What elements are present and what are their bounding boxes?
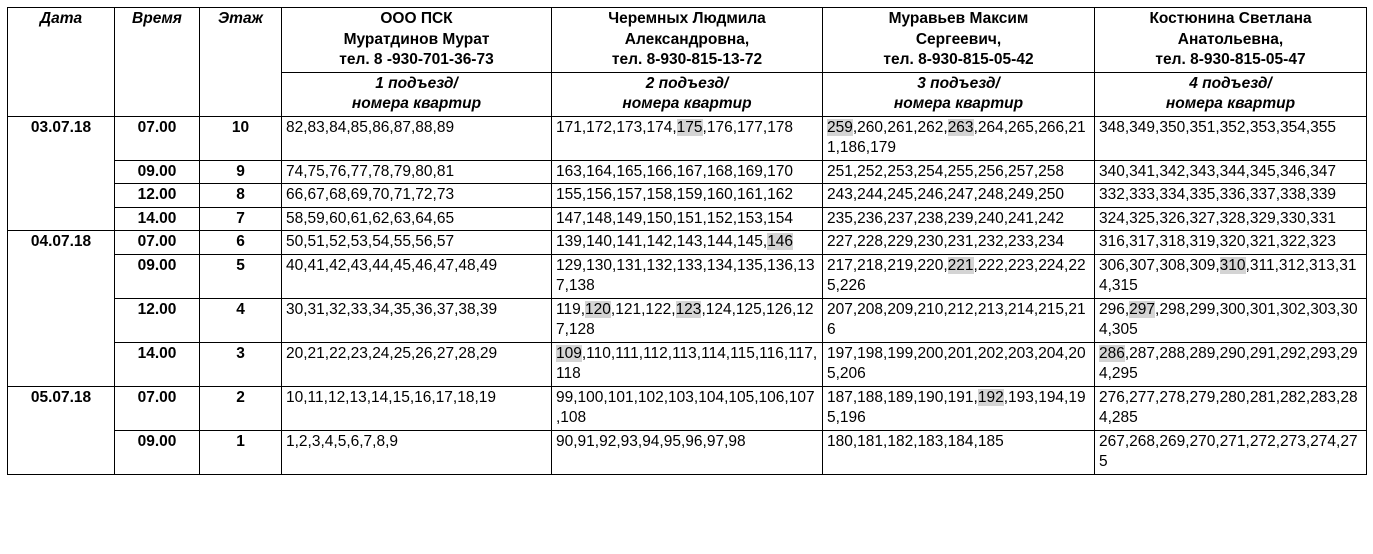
- apartment-numbers: 171,172,173,174,: [556, 118, 677, 136]
- entrance-2-contact: [552, 8, 823, 73]
- header-row: [8, 8, 1367, 73]
- highlighted-apartment: 146: [767, 233, 794, 250]
- apartments-cell-entrance-4: [1095, 160, 1367, 184]
- time-cell: 09.00: [115, 160, 200, 184]
- apartments-cell-entrance-3: [823, 184, 1095, 208]
- apartment-numbers: 324,325,326,327,328,329,330,331: [1099, 209, 1337, 227]
- time-cell: 07.00: [115, 386, 200, 430]
- apartment-numbers: ,121,122,: [610, 300, 676, 318]
- entrance-4-sub-line-1: 4 подъезд/: [1189, 74, 1272, 92]
- time-cell: 14.00: [115, 342, 200, 386]
- apartment-numbers: 332,333,334,335,336,337,338,339: [1099, 186, 1337, 203]
- apartments-cell-entrance-3: [823, 386, 1095, 430]
- floor-cell: 6: [200, 231, 282, 255]
- apartments-cell-entrance-2: [552, 430, 823, 474]
- apartments-cell-entrance-4: [1095, 116, 1367, 160]
- apartments-cell-entrance-4: [1095, 298, 1367, 342]
- entrance-2-sub-line-2: номера квартир: [622, 95, 752, 112]
- apartment-numbers: 155,156,157,158,159,160,161,162: [556, 186, 794, 203]
- apartments-cell-entrance-4: [1095, 254, 1367, 298]
- highlighted-apartment: 175: [676, 118, 703, 136]
- apartment-numbers: 163,164,165,166,167,168,169,170: [556, 162, 794, 180]
- table-row: [8, 342, 1367, 386]
- apartments-cell-entrance-1: [282, 386, 552, 430]
- apartments-cell-entrance-2: [552, 207, 823, 231]
- highlighted-apartment: 259: [827, 118, 853, 136]
- apartment-numbers: ,124,125,126,127,128: [556, 300, 814, 338]
- highlighted-apartment: 192: [977, 388, 1004, 406]
- time-cell: 12.00: [115, 184, 200, 208]
- apartments-cell-entrance-2: [552, 231, 823, 255]
- entrance-1-subheader: [282, 72, 552, 116]
- apartments-cell-entrance-2: [552, 254, 823, 298]
- floor-cell: 7: [200, 207, 282, 231]
- apartment-numbers: ,311,312,313,314,315: [1099, 256, 1357, 294]
- apartment-numbers: 180,181,182,183,184,185: [827, 432, 1004, 450]
- entrance-4-sub-line-2: номера квартир: [1165, 95, 1296, 112]
- entrance-2-name-line-2: Александровна,: [624, 30, 750, 48]
- apartment-numbers: 243,244,245,246,247,248,249,250: [827, 186, 1065, 203]
- entrance-3-name-line-1: Муравьев Максим: [888, 10, 1029, 27]
- entrance-2-sub-line-1: 2 подъезд/: [645, 74, 729, 92]
- apartment-numbers: ,176,177,178: [702, 118, 794, 136]
- time-cell: 09.00: [115, 254, 200, 298]
- apartments-cell-entrance-2: [552, 298, 823, 342]
- apartment-numbers: 235,236,237,238,239,240,241,242: [827, 209, 1065, 227]
- apartment-numbers: 340,341,342,343,344,345,346,347: [1099, 162, 1337, 180]
- table-row: [8, 116, 1367, 160]
- apartment-numbers: ,298,299,300,301,302,303,304,305: [1099, 300, 1358, 338]
- apartment-numbers: 1,2,3,4,5,6,7,8,9: [286, 432, 399, 450]
- apartment-numbers: 147,148,149,150,151,152,153,154: [556, 209, 794, 227]
- apartments-cell-entrance-3: [823, 430, 1095, 474]
- apartment-numbers: 74,75,76,77,78,79,80,81: [286, 162, 455, 180]
- apartments-cell-entrance-3: [823, 116, 1095, 160]
- schedule-table: [7, 7, 1367, 475]
- entrance-1-phone: тел. 8 -930-701-36-73: [339, 51, 494, 68]
- apartment-numbers: ,222,223,224,225,226: [827, 256, 1086, 294]
- entrance-3-sub-line-1: 3 подъезд/: [917, 74, 1000, 92]
- apartments-cell-entrance-2: [552, 342, 823, 386]
- apartment-numbers: 40,41,42,43,44,45,46,47,48,49: [286, 256, 498, 274]
- apartment-numbers: 316,317,318,319,320,321,322,323: [1099, 233, 1337, 250]
- entrance-3-name-line-2: Сергеевич,: [915, 30, 1002, 48]
- highlighted-apartment: 123: [675, 300, 702, 318]
- apartments-cell-entrance-2: [552, 160, 823, 184]
- apartment-numbers: 267,268,269,270,271,272,273,274,275: [1099, 432, 1358, 470]
- highlighted-apartment: 286: [1099, 344, 1125, 362]
- table-row: [8, 254, 1367, 298]
- apartment-numbers: ,110,111,112,113,114,115,116,117,118: [556, 344, 818, 382]
- apartment-numbers: 82,83,84,85,86,87,88,89: [286, 118, 455, 136]
- apartment-numbers: 30,31,32,33,34,35,36,37,38,39: [286, 300, 498, 318]
- entrance-1-sub-line-2: номера квартир: [351, 95, 482, 112]
- apartments-cell-entrance-2: [552, 184, 823, 208]
- time-cell: 07.00: [115, 116, 200, 160]
- highlighted-apartment: 263: [947, 118, 974, 136]
- apartment-numbers: 119,: [556, 300, 586, 318]
- table-row: [8, 298, 1367, 342]
- entrance-2-subheader: [552, 72, 823, 116]
- apartment-numbers: 10,11,12,13,14,15,16,17,18,19: [286, 388, 497, 406]
- table-row: [8, 160, 1367, 184]
- date-cell: 05.07.18: [8, 386, 115, 474]
- entrance-1-name-line-2: Муратдинов Мурат: [343, 30, 490, 48]
- table-row: [8, 207, 1367, 231]
- entrance-1-contact: [282, 8, 552, 73]
- apartments-cell-entrance-2: [552, 386, 823, 430]
- floor-header: Этаж: [200, 8, 282, 117]
- floor-cell: 3: [200, 342, 282, 386]
- apartments-cell-entrance-1: [282, 116, 552, 160]
- entrance-3-sub-line-2: номера квартир: [893, 95, 1024, 112]
- entrance-2-name-line-1: Черемных Людмила: [608, 10, 766, 27]
- apartment-numbers: 251,252,253,254,255,256,257,258: [827, 162, 1065, 180]
- apartments-cell-entrance-3: [823, 298, 1095, 342]
- entrance-3-subheader: [823, 72, 1095, 116]
- apartment-numbers: 217,218,219,220,: [827, 256, 948, 274]
- apartments-cell-entrance-4: [1095, 207, 1367, 231]
- apartment-numbers: ,260,261,262,: [852, 118, 948, 136]
- apartments-cell-entrance-4: [1095, 430, 1367, 474]
- table-row: [8, 386, 1367, 430]
- apartments-cell-entrance-1: [282, 207, 552, 231]
- highlighted-apartment: 109: [556, 344, 582, 362]
- apartments-cell-entrance-2: [552, 116, 823, 160]
- date-cell: 04.07.18: [8, 231, 115, 387]
- time-cell: 12.00: [115, 298, 200, 342]
- apartments-cell-entrance-4: [1095, 184, 1367, 208]
- entrance-4-contact: [1095, 8, 1367, 73]
- apartments-cell-entrance-3: [823, 254, 1095, 298]
- floor-cell: 10: [200, 116, 282, 160]
- date-header: Дата: [8, 8, 115, 117]
- floor-cell: 8: [200, 184, 282, 208]
- apartment-numbers: 99,100,101,102,103,104,105,106,107,108: [556, 388, 815, 426]
- entrance-1-sub-line-1: 1 подъезд/: [375, 74, 458, 92]
- apartment-numbers: 348,349,350,351,352,353,354,355: [1099, 118, 1337, 136]
- apartments-cell-entrance-4: [1095, 231, 1367, 255]
- entrance-3-phone: тел. 8-930-815-05-42: [883, 51, 1034, 68]
- apartments-cell-entrance-3: [823, 160, 1095, 184]
- date-cell: 03.07.18: [8, 116, 115, 231]
- schedule-body: [8, 116, 1367, 474]
- floor-cell: 2: [200, 386, 282, 430]
- entrance-4-name-line-1: Костюнина Светлана: [1149, 10, 1312, 27]
- apartment-numbers: ,264,265,266,211,186,179: [827, 118, 1086, 156]
- entrance-4-subheader: [1095, 72, 1367, 116]
- entrance-1-name-line-1: ООО ПСК: [380, 10, 453, 27]
- time-cell: 14.00: [115, 207, 200, 231]
- entrance-2-phone: тел. 8-930-815-13-72: [611, 51, 763, 68]
- apartments-cell-entrance-4: [1095, 386, 1367, 430]
- apartments-cell-entrance-1: [282, 298, 552, 342]
- apartments-cell-entrance-1: [282, 430, 552, 474]
- apartments-cell-entrance-1: [282, 184, 552, 208]
- floor-cell: 9: [200, 160, 282, 184]
- table-row: [8, 184, 1367, 208]
- table-row: [8, 231, 1367, 255]
- apartment-numbers: 66,67,68,69,70,71,72,73: [286, 186, 455, 203]
- highlighted-apartment: 297: [1129, 300, 1156, 318]
- highlighted-apartment: 221: [947, 256, 974, 274]
- apartments-cell-entrance-1: [282, 160, 552, 184]
- apartment-numbers: 207,208,209,210,212,213,214,215,216: [827, 300, 1086, 338]
- apartments-cell-entrance-3: [823, 342, 1095, 386]
- apartment-numbers: 187,188,189,190,191,: [827, 388, 978, 406]
- apartments-cell-entrance-4: [1095, 342, 1367, 386]
- apartment-numbers: 58,59,60,61,62,63,64,65: [286, 209, 455, 227]
- apartment-numbers: 306,307,308,309,: [1099, 256, 1220, 274]
- time-header: Время: [115, 8, 200, 117]
- apartments-cell-entrance-3: [823, 207, 1095, 231]
- table-row: [8, 430, 1367, 474]
- entrance-3-contact: [823, 8, 1095, 73]
- apartment-numbers: 50,51,52,53,54,55,56,57: [286, 233, 455, 250]
- apartments-cell-entrance-1: [282, 254, 552, 298]
- apartments-cell-entrance-3: [823, 231, 1095, 255]
- floor-cell: 5: [200, 254, 282, 298]
- time-cell: 09.00: [115, 430, 200, 474]
- apartment-numbers: 276,277,278,279,280,281,282,283,284,285: [1099, 388, 1358, 426]
- apartment-numbers: 197,198,199,200,201,202,203,204,205,206: [827, 344, 1086, 382]
- apartment-numbers: 227,228,229,230,231,232,233,234: [827, 233, 1065, 250]
- highlighted-apartment: 310: [1219, 256, 1246, 274]
- apartment-numbers: ,193,194,195,196: [827, 388, 1086, 426]
- apartment-numbers: 139,140,141,142,143,144,145,: [556, 233, 768, 250]
- apartments-cell-entrance-1: [282, 231, 552, 255]
- apartment-numbers: ,287,288,289,290,291,292,293,294,295: [1099, 344, 1358, 382]
- entrance-4-name-line-2: Анатольевна,: [1177, 30, 1284, 48]
- apartment-numbers: 129,130,131,132,133,134,135,136,137,138: [556, 256, 815, 294]
- floor-cell: 4: [200, 298, 282, 342]
- apartment-numbers: 296,: [1099, 300, 1130, 318]
- entrance-4-phone: тел. 8-930-815-05-47: [1155, 51, 1306, 68]
- apartment-numbers: 20,21,22,23,24,25,26,27,28,29: [286, 344, 498, 362]
- time-cell: 07.00: [115, 231, 200, 255]
- apartments-cell-entrance-1: [282, 342, 552, 386]
- floor-cell: 1: [200, 430, 282, 474]
- apartment-numbers: 90,91,92,93,94,95,96,97,98: [556, 432, 746, 450]
- highlighted-apartment: 120: [585, 300, 611, 318]
